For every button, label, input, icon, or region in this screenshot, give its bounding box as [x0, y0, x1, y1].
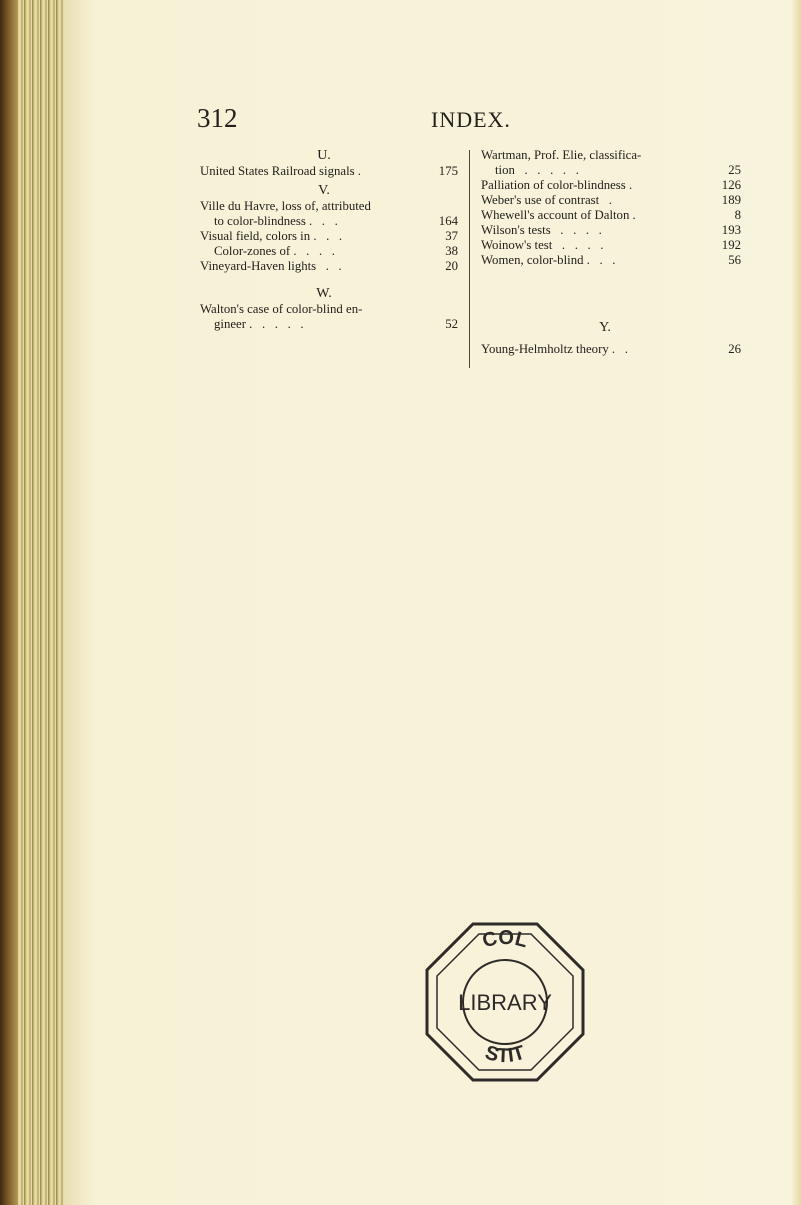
entry-name: Women, color-blind . . . [481, 253, 616, 267]
column-divider [469, 150, 470, 368]
entry-page: 20 [445, 259, 458, 273]
index-entry [481, 163, 741, 178]
entry-name: Woinow's test . . . . [481, 238, 604, 252]
entry-name: Walton's case of color-blind en- [200, 302, 363, 316]
entry-name: tion . . . . . [495, 163, 579, 177]
index-entry [200, 199, 458, 214]
entry-name: Whewell's account of Dalton . [481, 208, 636, 222]
entry-page: 8 [734, 208, 741, 222]
entry-page: 56 [728, 253, 741, 267]
entry-page: 126 [721, 178, 741, 192]
index-entry [200, 214, 458, 229]
index-entry [200, 302, 458, 317]
index-entry [481, 178, 741, 193]
entry-name: Palliation of color-blindness . [481, 178, 633, 192]
index-entry [200, 317, 458, 332]
index-entry [481, 238, 741, 253]
entry-page: 25 [728, 163, 741, 177]
entry-page: 189 [721, 193, 741, 207]
entry-page: 175 [438, 164, 458, 178]
page-number: 312 [197, 103, 238, 133]
section-letter-u: U. [317, 148, 331, 163]
page-right-edge [791, 0, 801, 1205]
entry-page: 193 [721, 223, 741, 237]
index-entry [481, 208, 741, 223]
entry-page [438, 199, 458, 214]
section-letter-w: W. [316, 286, 332, 301]
page-title: INDEX. [431, 107, 511, 132]
index-column-right [481, 148, 741, 357]
book-page-edges [0, 0, 64, 1205]
section-letter-y: Y. [599, 320, 611, 335]
section-letter-v: V. [318, 183, 330, 198]
entry-name: Vineyard-Haven lights . . [200, 259, 342, 273]
index-entry [481, 193, 741, 208]
entry-page: 26 [728, 342, 741, 356]
entry-page: 164 [438, 214, 458, 228]
entry-name: to color-blindness . . . [214, 214, 338, 228]
entry-name: Ville du Havre, loss of, attributed [200, 199, 371, 213]
entry-page [721, 148, 741, 163]
index-entry [200, 259, 458, 274]
page-header [0, 103, 801, 133]
library-stamp [417, 914, 593, 1090]
entry-page: 38 [445, 244, 458, 258]
entry-name: Wartman, Prof. Elie, classifica- [481, 148, 642, 162]
stamp-ring-bottom: STIT [482, 1041, 528, 1068]
index-entry [481, 223, 741, 238]
index-entry [200, 244, 458, 259]
library-stamp-graphic [417, 914, 593, 1090]
entry-name: Visual field, colors in . . . [200, 229, 343, 243]
entry-name: United States Railroad signals . [200, 164, 362, 178]
index-entry [481, 342, 741, 357]
stamp-ring-top: COL [480, 926, 531, 953]
index-entry [481, 253, 741, 268]
entry-name: Wilson's tests . . . . [481, 223, 602, 237]
entry-page [438, 302, 458, 317]
index-entry [200, 229, 458, 244]
entry-page: 52 [445, 317, 458, 331]
entry-name: Young-Helmholtz theory . . [481, 342, 628, 356]
entry-name: Weber's use of contrast . [481, 193, 612, 207]
entry-name: Color-zones of . . . . [214, 244, 335, 258]
index-entry [200, 164, 458, 179]
index-column-left [200, 148, 458, 332]
index-entry [481, 148, 741, 163]
entry-page: 37 [445, 229, 458, 243]
entry-name: gineer . . . . . [214, 317, 304, 331]
stamp-center-text: LIBRARY [458, 990, 552, 1015]
entry-page: 192 [721, 238, 741, 252]
